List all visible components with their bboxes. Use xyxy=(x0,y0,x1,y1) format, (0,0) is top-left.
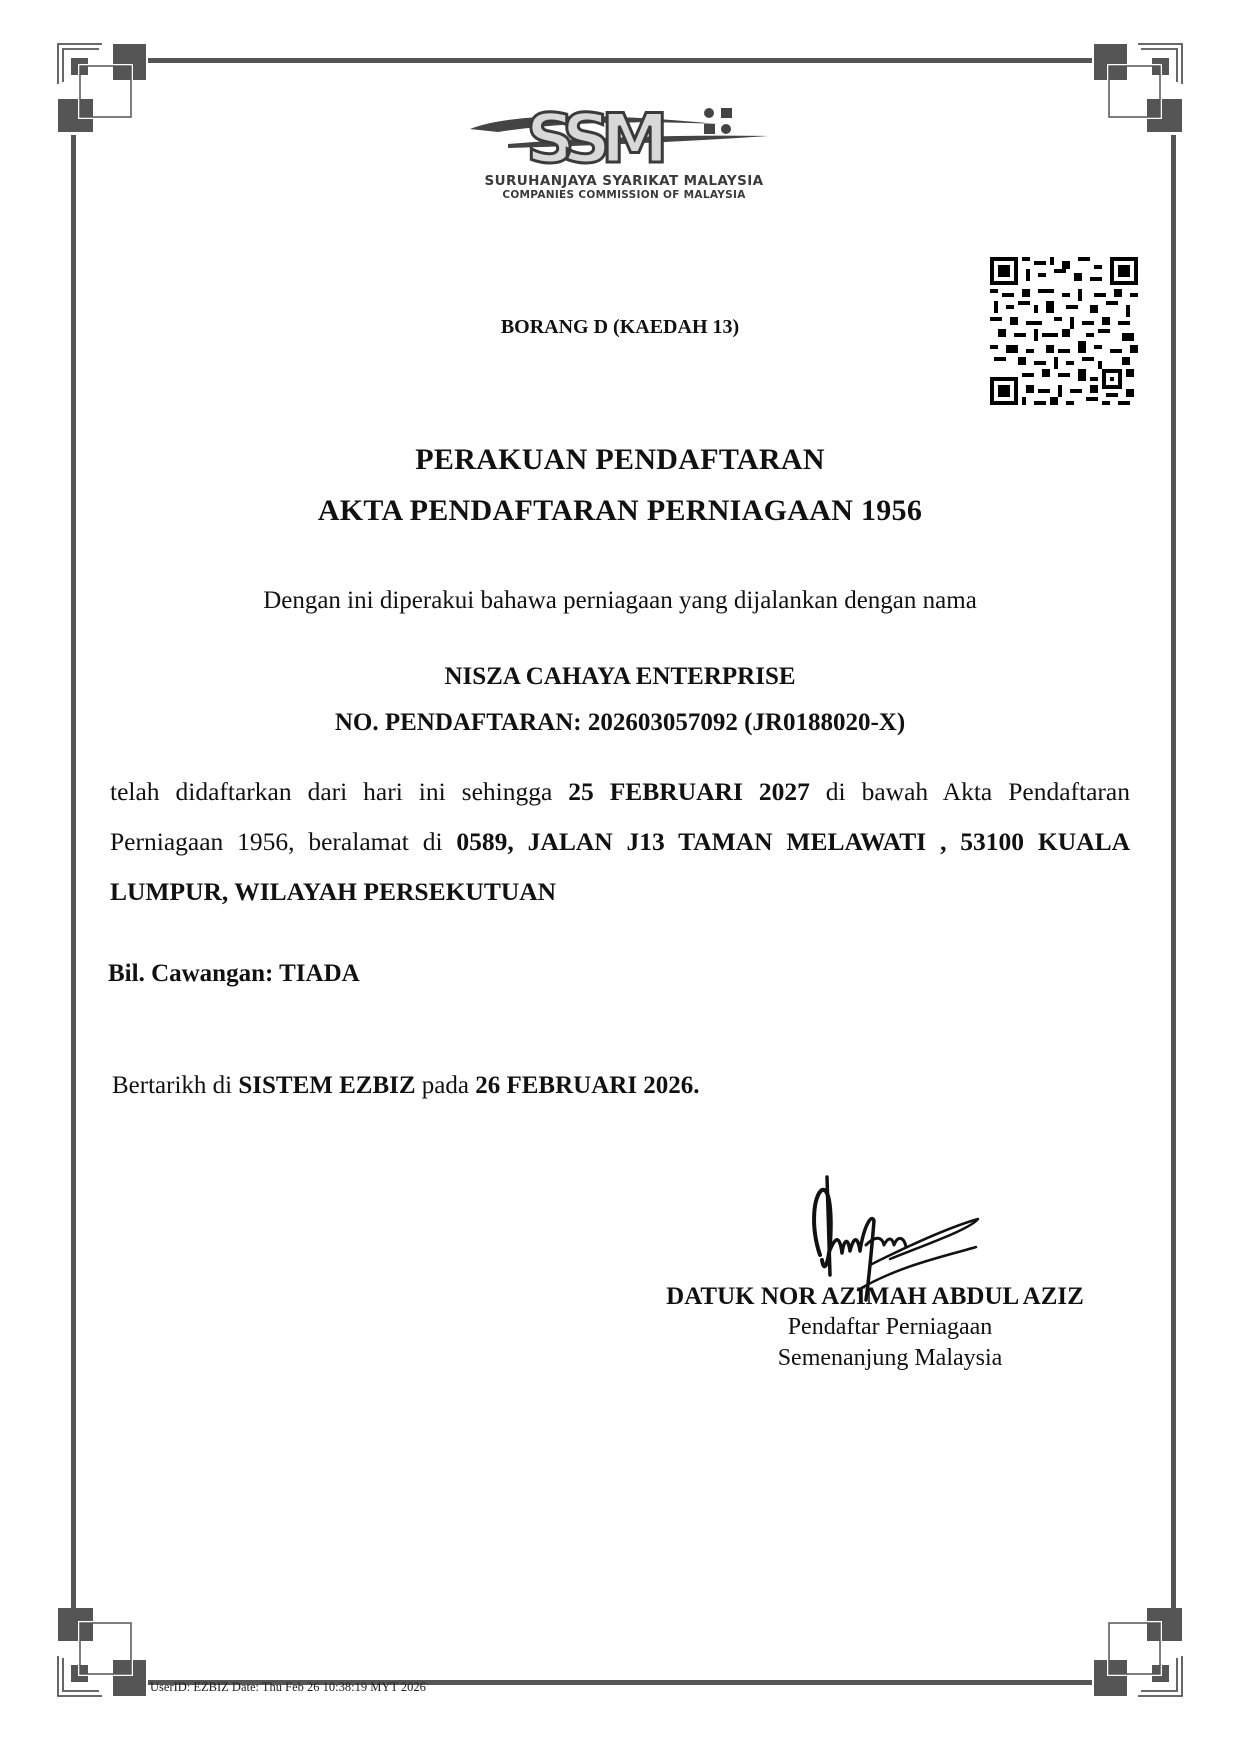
branch-label: Bil. Cawangan: xyxy=(108,960,274,987)
certificate-title: PERAKUAN PENDAFTARAN xyxy=(415,443,825,476)
border-right xyxy=(1171,135,1176,1635)
form-label: BORANG D (KAEDAH 13) xyxy=(500,316,740,338)
business-address: 0589, JALAN J13 TAMAN MELAWATI , 53100 KUALA LUMPUR, WILAYAH PERSEKUTUAN xyxy=(110,827,1130,906)
signatory-name: DATUK NOR AZIMAH ABDUL AZIZ xyxy=(666,1283,1084,1310)
border-left xyxy=(71,135,76,1635)
dated-middle: pada xyxy=(415,1072,476,1099)
border-top xyxy=(148,58,1092,63)
statement-part2: di bawah Akta Pendaftaran Perniagaan 1956, beralamat di xyxy=(110,777,1130,856)
ssm-logo xyxy=(468,96,780,204)
org-name-english: COMPANIES COMMISSION OF MALAYSIA xyxy=(502,189,746,201)
act-title: AKTA PENDAFTARAN PERNIAGAAN 1956 xyxy=(317,494,923,527)
print-footer: UserID: EZBIZ Date: Thu Feb 26 10:38:19 MYT 2026 xyxy=(150,1680,426,1694)
statement-part1: telah didaftarkan dari hari ini sehingga xyxy=(110,777,569,806)
branch-value: TIADA xyxy=(279,960,360,987)
business-name: NISZA CAHAYA ENTERPRISE xyxy=(444,663,796,690)
corner-ornament-bottom-left xyxy=(56,1608,146,1698)
intro-text: Dengan ini diperakui bahawa perniagaan yang dijalankan dengan nama xyxy=(263,587,977,614)
corner-ornament-top-left xyxy=(56,42,146,132)
svg-text:SSM: SSM xyxy=(526,100,659,176)
issuing-system: SISTEM EZBIZ xyxy=(238,1072,416,1099)
dated-prefix: Bertarikh di xyxy=(112,1072,239,1099)
corner-ornament-top-right xyxy=(1094,42,1184,132)
dated-statement xyxy=(112,1072,700,1100)
issue-date: 26 FEBRUARI 2026. xyxy=(475,1072,700,1099)
signatory-role: Pendaftar Perniagaan xyxy=(787,1314,993,1340)
expiry-date: 25 FEBRUARI 2027 xyxy=(568,777,810,806)
corner-ornament-bottom-right xyxy=(1094,1608,1184,1698)
registration-statement xyxy=(110,767,1130,917)
branch-count xyxy=(108,960,360,988)
signatory-region: Semenanjung Malaysia xyxy=(777,1345,1003,1371)
registration-number: NO. PENDAFTARAN: 202603057092 (JR0188020-X) xyxy=(334,709,906,736)
ssm-logo-icon xyxy=(468,96,780,176)
org-name-malay: SURUHANJAYA SYARIKAT MALAYSIA xyxy=(484,173,764,189)
